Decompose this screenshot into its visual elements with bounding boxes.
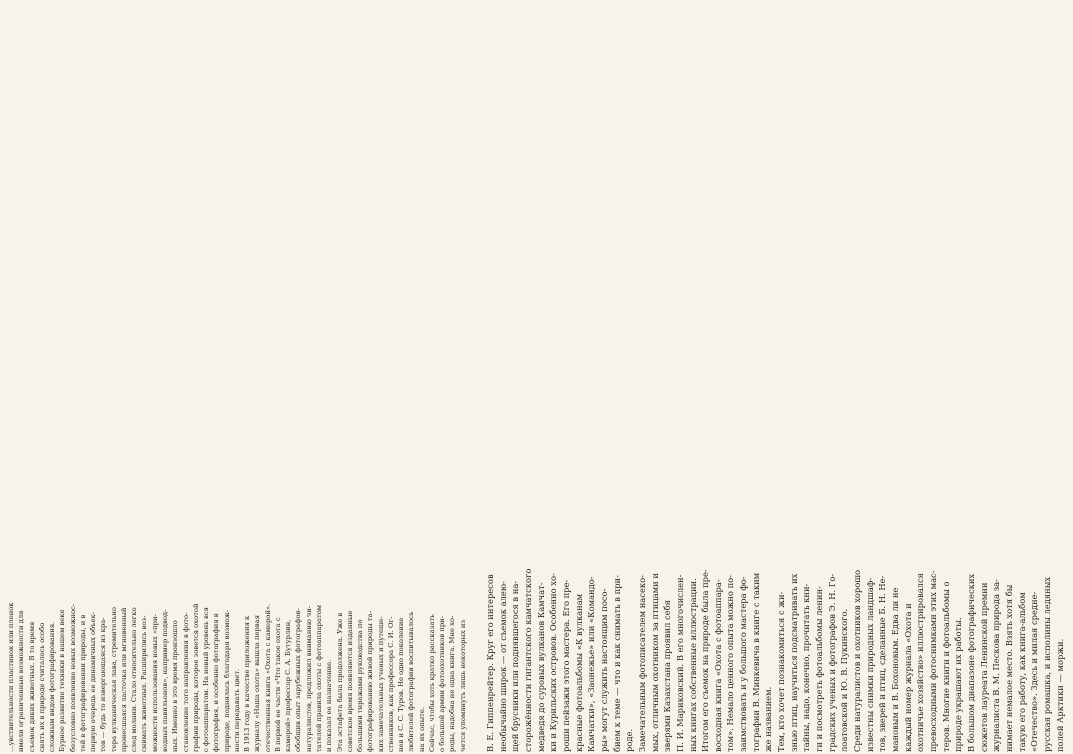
text-line: роши пейзажи этого мастера. Его пре- xyxy=(560,579,571,752)
text-line: превосходными фотоснимками этих мас- xyxy=(927,570,938,752)
text-line: Тем, кто хочет познакомиться с жи- xyxy=(776,591,787,752)
text-line: градских ученых и фотографов Э. Н. Го- xyxy=(826,573,837,752)
text-line: тателей правила охоты с фотоаппаратом xyxy=(314,604,323,752)
text-line: роде. xyxy=(624,728,635,752)
text-line: «Отечество». Здесь и милая средне- xyxy=(1029,591,1040,752)
text-line: тов — будь то извергающаяся из кра- xyxy=(99,617,108,752)
text-line: сторожённости гигантского камчатского xyxy=(522,568,533,752)
text-line: нев и С. С. Туров. Не одно поколение xyxy=(397,617,406,752)
text-line: Эта эстафета была продолжена. Уже в xyxy=(335,612,344,752)
text-line: В первой ее части «Что такое охота с xyxy=(273,617,282,752)
text-line: можности использования новых «при- xyxy=(150,614,159,752)
text-line: Среди натуралистов и охотников хорошо xyxy=(852,569,863,752)
text-line: полей Арктики — моржи. xyxy=(1054,638,1065,752)
text-line: водных павильонов», например подвод- xyxy=(160,609,169,752)
text-line: любителей фотографии воспитывалось xyxy=(407,611,416,752)
text-line: с фотоаппаратом. На новый уровень вся xyxy=(202,607,211,752)
text-line: камерой» профессор С. А. Бутурлин, xyxy=(284,619,293,752)
text-line: отечественная книга «Охота с камерой». xyxy=(263,603,272,752)
text-line: зверями Казахстана проявил себя xyxy=(662,600,673,752)
text-line: восходная книга «Охота с фотоаппара- xyxy=(712,579,723,752)
text-line: же названием. xyxy=(763,686,774,752)
text-line: обобщив опыт зарубежных фотографов- xyxy=(294,608,303,752)
text-line: нимает немалое место. Взять хотя бы xyxy=(1003,584,1014,752)
text-line: В. Е. Гиппенрейтер. Круг его интересов xyxy=(485,574,495,752)
text-line: Камчатки», «Заонежье» или «Командо- xyxy=(586,576,597,752)
text-line: ...увствительности пластинок или пленок xyxy=(7,602,15,752)
text-line: ных. Именно в это время произошло xyxy=(171,620,180,752)
left-text-column xyxy=(6,0,468,752)
text-line: журналу «Наша охота» вышла первая xyxy=(253,614,262,752)
text-line: первую очередь ее динамичных объек- xyxy=(89,611,98,752)
text-line: мановым и В. Бохоновым. Едва ли не xyxy=(890,587,900,752)
text-line: русская ромашка, и исполины ледяных xyxy=(1041,576,1052,752)
text-line: ки и Курильских островов. Особенно хо- xyxy=(548,573,559,752)
text-line: становление того направления в фото- xyxy=(181,612,190,752)
column-gutter xyxy=(470,0,471,754)
text-line: бием к теме — что и как снимать в при- xyxy=(611,575,622,752)
text-line: имели ограниченные возможности для xyxy=(17,610,26,752)
text-line: фотографированию живой природы та- xyxy=(366,611,375,752)
text-line: журналиста В. М. Пескова природа за- xyxy=(991,579,1002,752)
text-line: тера вулканическая лава, стремительно xyxy=(109,606,118,752)
text-line: мых, отличным охотником за птицами и xyxy=(649,573,660,752)
text-line: ных книгах собственные иллюстрации. xyxy=(687,578,698,752)
text-line: фотография, и особенно фотография в xyxy=(212,613,221,752)
text-line: снять их в природе считалось особо xyxy=(37,622,46,752)
text-line: тей в фотографировании природы, и в xyxy=(78,614,87,752)
text-line: заимствовать и у большого мастера фо- xyxy=(738,576,749,752)
text-line: ры» могут служить настоящим посо- xyxy=(598,588,609,752)
text-line: роды, надобна не одна книга. Мне хо- xyxy=(448,615,457,752)
text-line: съемок диких животных. В то время xyxy=(27,621,36,752)
text-line: чется упомянуть лишь некоторых из xyxy=(458,619,467,752)
text-line: ких замечательных ученых и путеше- xyxy=(376,616,385,752)
text-line: том». Немало ценного опыта можно по- xyxy=(725,575,736,752)
text-line: и показал ее назначение. xyxy=(325,659,334,752)
text-line: на их опыте. xyxy=(417,706,426,752)
text-line: графии природы, которое зовется охотой xyxy=(191,603,200,752)
text-line: лоатовской и Ю. В. Пукинского. xyxy=(839,608,850,752)
text-line: след молнии. Стало относительно легко xyxy=(130,607,139,752)
text-line: безусловно появление новых возможнос- xyxy=(68,603,77,752)
text-line: большими тиражами руководства по xyxy=(356,619,365,752)
text-line: красные фотоальбомы «К вулканам xyxy=(573,593,584,752)
text-line: В 1913 году в качестве приложения к xyxy=(243,615,252,752)
text-line: такую его работу, как книга-альбом xyxy=(1016,592,1027,752)
text-line: пронесшаяся ласточка или мгновенный xyxy=(119,607,128,752)
text-line: Итогом его съемок на природе была пре- xyxy=(700,569,711,752)
text-line: советское время появляются изданные xyxy=(345,610,354,752)
text-line: природе украшают их работы. xyxy=(953,617,964,752)
text-line: Замечательным фотописателем насеко- xyxy=(636,575,647,752)
text-line: о большой армии фотоохотников при- xyxy=(438,616,447,752)
text-line: теров. Многие книги и фотоальбомы о xyxy=(940,581,951,752)
text-line: В большом диапазоне фотографических xyxy=(965,573,976,752)
text-line: ственников, как профессора С. И. Ог- xyxy=(386,616,395,752)
right-text-column xyxy=(484,0,1066,752)
text-line: известны снимки природных ландшаф- xyxy=(864,577,875,752)
text-line: П. И. Мариковский. В его многочислен- xyxy=(674,574,685,752)
text-line: ги и посмотреть фотоальбомы ленин- xyxy=(814,586,825,752)
text-line: ности передавать цвет. xyxy=(232,668,241,752)
text-line: сложным видом фотографирования. xyxy=(48,621,57,752)
text-line: Сейчас, чтобы хоть кратко рассказать xyxy=(427,614,436,752)
text-line: охотничье хозяйство» иллюстрировался xyxy=(915,573,926,752)
text-line: природе, поднялась благодаря возмож- xyxy=(222,609,231,752)
text-line: медведя до суровых вулканов Камчат- xyxy=(535,582,546,752)
text-line: тайны, надо, конечно, прочитать кни- xyxy=(801,583,812,752)
text-line: необычайно широк — от съемок алею- xyxy=(497,581,508,752)
text-line: натуралистов, предложил вниманию чи- xyxy=(304,605,313,752)
text-line: сюжетов лауреата Ленинской премии xyxy=(978,582,989,752)
text-line: тов, зверей и птиц, сделанные Б. Н. Не- xyxy=(877,575,888,752)
text-line: знью птиц, научиться подсматривать их xyxy=(788,573,799,752)
text-line: снимать животных. Расширились воз- xyxy=(140,615,149,752)
text-line: тографии В. Минкевича в книге с таким xyxy=(750,572,761,752)
text-line: щей брусники или поднявшегося в на- xyxy=(510,580,521,752)
text-line: Бурное развитие техники в нашем веке xyxy=(58,609,67,752)
text-line: каждый номер журнала «Охота и xyxy=(902,603,913,752)
